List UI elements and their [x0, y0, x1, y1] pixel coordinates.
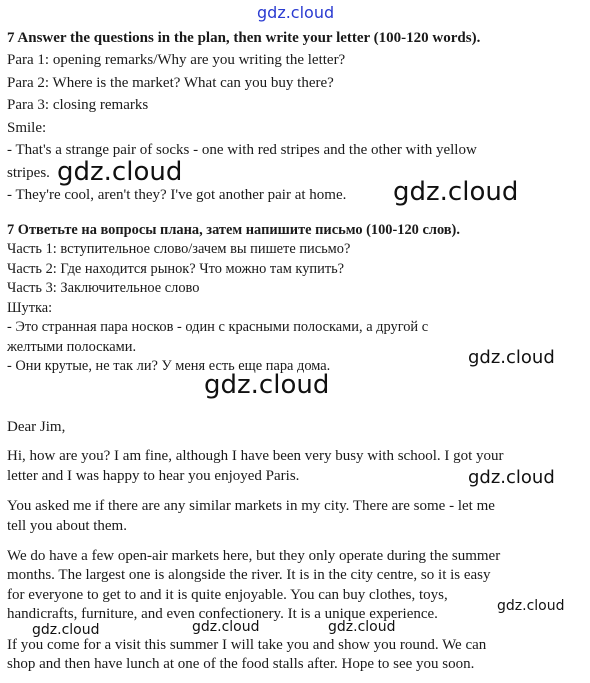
watermark: gdz.cloud [57, 157, 183, 187]
letter-p1-line-1: Hi, how are you? I am fine, although I have been very busy with school. I got your [7, 448, 504, 464]
task-heading-en: 7 Answer the questions in the plan, then write your letter (100-120 words). [7, 30, 481, 46]
joke-line-2: желтыми полосками. [7, 339, 137, 355]
smile-label: Smile: [7, 120, 47, 136]
smile-line-2: stripes. [7, 165, 50, 181]
plan-part-1: Часть 1: вступительное слово/зачем вы пишете письмо? [7, 241, 351, 257]
letter-greeting: Dear Jim, [7, 419, 66, 435]
letter-p3-line-2: months. The largest one is alongside the river. It is in the city centre, so it is easy [7, 567, 491, 583]
plan-para-3: Para 3: closing remarks [7, 97, 149, 113]
watermark: gdz.cloud [393, 177, 519, 207]
smile-line-1: - That's a strange pair of socks - one with red stripes and the other with yellow [7, 142, 477, 158]
letter-p4-line-1: If you come for a visit this summer I will take you and show you round. We can [7, 637, 487, 653]
letter-p2-line-2: tell you about them. [7, 518, 127, 534]
letter-p2-line-1: You asked me if there are any similar markets in my city. There are some - let me [7, 498, 495, 514]
watermark: gdz.cloud [468, 347, 555, 368]
watermark: gdz.cloud [192, 619, 260, 635]
letter-p3-line-1: We do have a few open-air markets here, but they only operate during the summer [7, 548, 501, 564]
watermark: gdz.cloud [204, 370, 330, 400]
letter-p3-line-4: handicrafts, furniture, and even confectionery. It is a unique experience. [7, 606, 438, 622]
letter-p3-line-3: for everyone to get to and it is quite enjoyable. You can buy clothes, toys, [7, 587, 448, 603]
task-heading-ru: 7 Ответьте на вопросы плана, затем напишите письмо (100-120 слов). [7, 222, 460, 238]
letter-p4-line-2: shop and then have lunch at one of the food stalls after. Hope to see you soon. [7, 656, 475, 672]
joke-label: Шутка: [7, 300, 53, 316]
plan-part-2: Часть 2: Где находится рынок? Что можно там купить? [7, 261, 345, 277]
watermark: gdz.cloud [328, 619, 396, 635]
plan-para-2: Para 2: Where is the market? What can you buy there? [7, 75, 334, 91]
watermark: gdz.cloud [257, 3, 335, 22]
joke-line-3: - Они крутые, не так ли? У меня есть еще пара дома. [7, 358, 331, 374]
letter-p1-line-2: letter and I was happy to hear you enjoyed Paris. [7, 468, 300, 484]
plan-part-3: Часть 3: Заключительное слово [7, 280, 200, 296]
plan-para-1: Para 1: opening remarks/Why are you writing the letter? [7, 52, 346, 68]
watermark: gdz.cloud [468, 467, 555, 488]
joke-line-1: - Это странная пара носков - один с красными полосками, а другой с [7, 319, 429, 335]
watermark: gdz.cloud [32, 622, 100, 638]
watermark: gdz.cloud [497, 598, 565, 614]
smile-line-3: - They're cool, aren't they? I've got another pair at home. [7, 187, 347, 203]
